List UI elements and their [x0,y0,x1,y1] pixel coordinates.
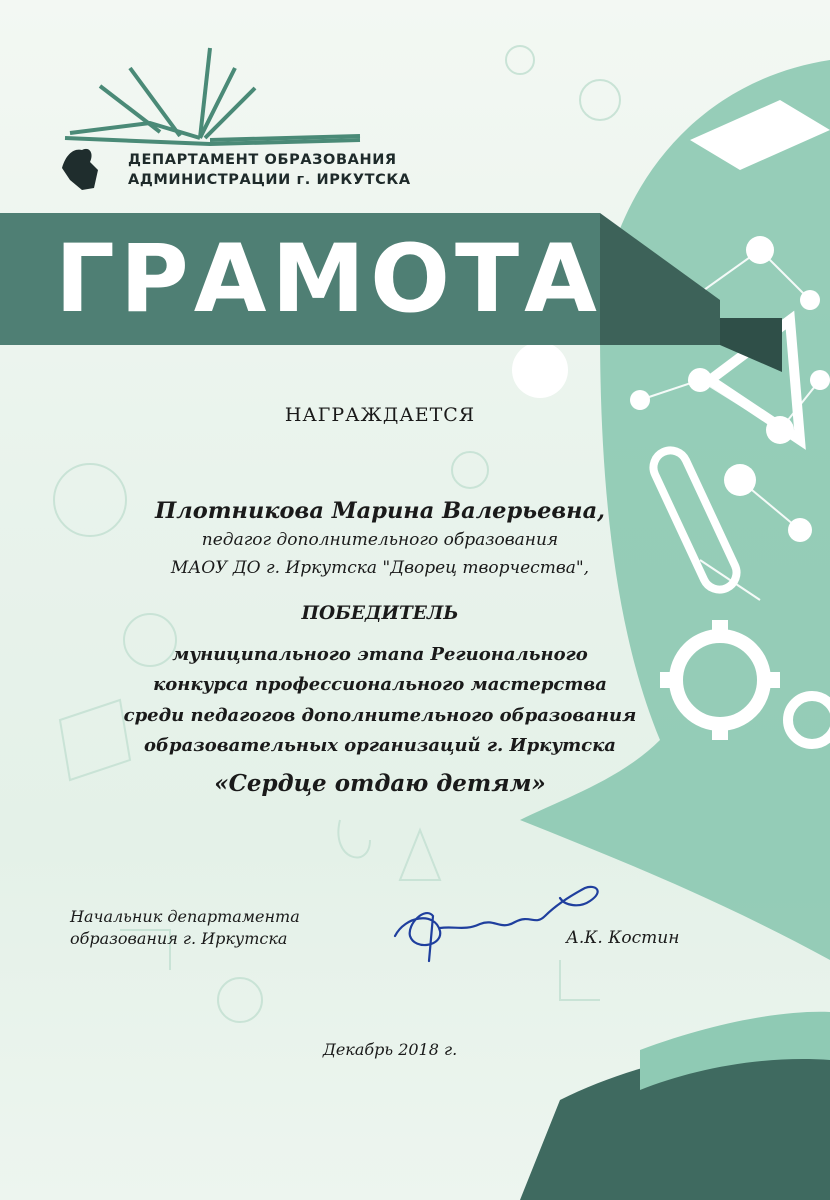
recipient-name: Плотникова Марина Валерьевна, [155,498,605,524]
competition-line: муниципального этапа Регионального [172,644,588,665]
competition-name: «Сердце отдаю детям» [214,770,546,797]
department-name [128,150,411,190]
competition-description [0,640,760,761]
competition-line: конкурса профессионального мастерства [153,674,607,696]
signatory-name: А.К. Костин [566,928,680,948]
competition-line: среди педагогов дополнительного образования [123,704,637,726]
department-line1: ДЕПАРТАМЕНТ ОБРАЗОВАНИЯ [128,152,397,168]
open-book-icon [65,48,360,144]
recipient-position: педагог дополнительного образования [201,530,559,550]
signatory-position [70,906,300,950]
competition-line: образовательных организаций г. Иркутска [144,734,616,756]
signatory-position-line2: образования г. Иркутска [70,929,288,948]
handwritten-signature [385,876,625,966]
awarded-label: НАГРАЖДАЕТСЯ [284,404,476,426]
issue-date: Декабрь 2018 г. [322,1040,458,1059]
department-line2: АДМИНИСТРАЦИИ г. ИРКУТСКА [128,172,411,188]
winner-label: ПОБЕДИТЕЛЬ [301,603,459,624]
sable-emblem-icon [62,149,98,190]
recipient-organization: МАОУ ДО г. Иркутска "Дворец творчества", [170,558,590,578]
signatory-position-line1: Начальник департамента [70,907,300,926]
certificate-title: ГРАМОТА [55,225,602,334]
